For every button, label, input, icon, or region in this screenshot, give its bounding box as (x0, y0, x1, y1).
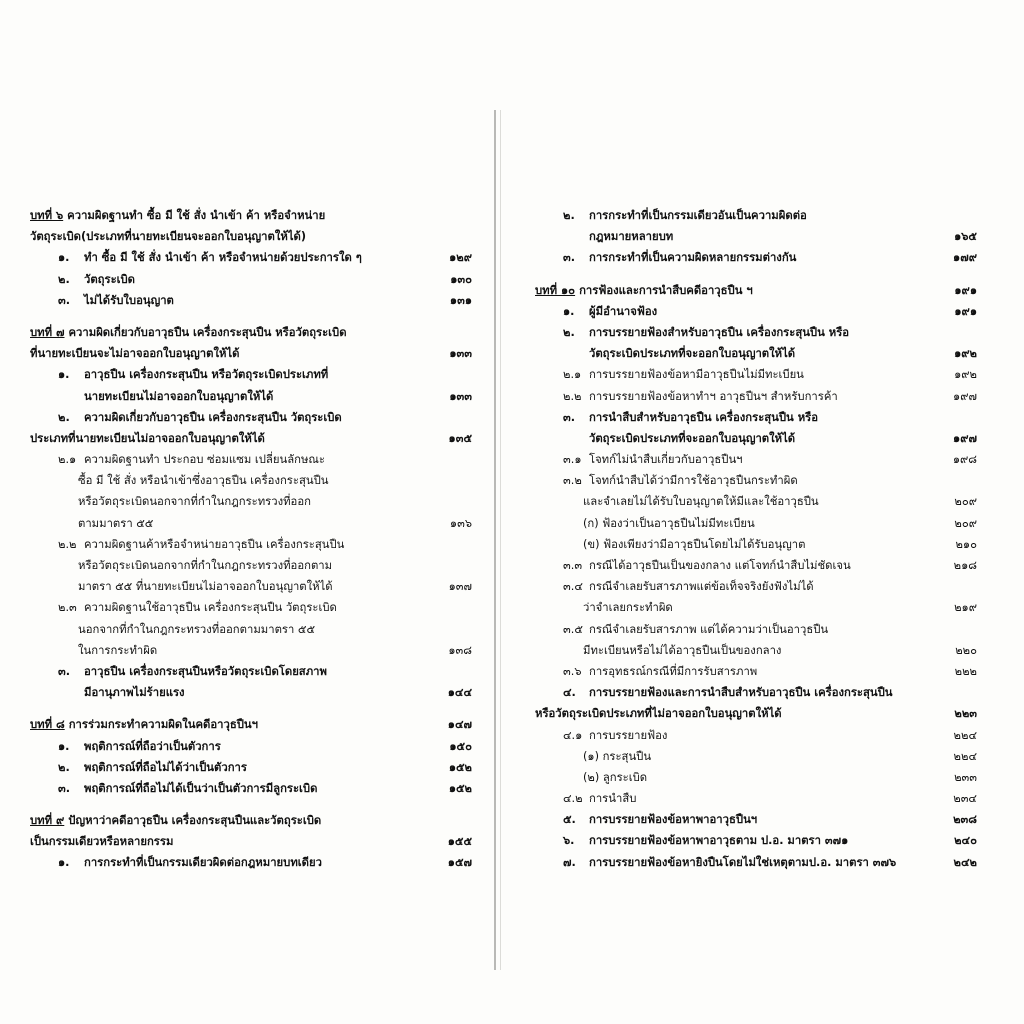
toc-entry (30, 640, 472, 661)
entry-title: โจทก์ไม่นำสืบเกี่ยวกับอาวุธปืนฯ (589, 453, 743, 467)
page-number: ๑๖๕ (954, 230, 977, 244)
toc-entry (535, 280, 977, 301)
entry-title: (๒) ลูกระเบิด (583, 770, 648, 784)
page-number: ๑๔๔ (447, 686, 472, 700)
toc-entry (30, 534, 472, 555)
toc-entry (535, 449, 977, 470)
entry-title: ความผิดฐานใช้อาวุธปืน เครื่องกระสุนปืน วัตถุระเบิด (84, 601, 337, 615)
toc-entry (30, 757, 472, 778)
entry-title: ซื้อ มี ใช้ สั่ง หรือนำเข้าซึ่งอาวุธปืน เครื่องกระสุนปืน (78, 474, 329, 488)
entry-title: ในการกระทำผิด (78, 643, 158, 657)
entry-number: ๓. (563, 251, 576, 265)
entry-title: พฤติการณ์ที่ถือว่าเป็นตัวการ (84, 739, 221, 753)
entry-title: การบรรยายฟ้องข้อหาพาอาวุธตาม ป.อ. มาตรา ๓๗๑ (589, 834, 849, 848)
toc-entry (30, 343, 472, 364)
entry-title: อาวุธปืน เครื่องกระสุนปืนหรือวัตถุระเบิดโดยสภาพ (84, 664, 327, 678)
toc-entry (30, 810, 472, 831)
entry-title: ผู้มีอำนาจฟ้อง (589, 304, 658, 318)
page-number: ๒๒๔ (953, 749, 977, 763)
page-number: ๑๔๗ (447, 718, 472, 732)
toc-entry (30, 364, 472, 385)
entry-title: การบรรยายฟ้องข้อหายิงปืนโดยไม่ใช่เหตุตามป.อ. มาตรา ๓๗๖ (589, 855, 897, 869)
book-spine (494, 110, 496, 970)
entry-title: ประเภทที่นายทะเบียนไม่อาจออกใบอนุญาตให้ได้ (30, 431, 265, 445)
left-page-toc (30, 205, 472, 874)
entry-title: มีอานุภาพไม่ร้ายแรง (84, 686, 185, 700)
page-number: ๒๐๙ (954, 516, 977, 530)
entry-title: กรณีจำเลยรับสารภาพ แต่ได้ความว่าเป็นอาวุธปืน (589, 622, 829, 636)
toc-entry (30, 407, 472, 428)
entry-title: การฟ้องและการนำสืบคดีอาวุธปืน ฯ (579, 283, 753, 297)
entry-title: การอุทธรณ์กรณีที่มีการรับสารภาพ (589, 664, 758, 678)
entry-number: ๓.๕ (563, 622, 583, 636)
entry-title: อาวุธปืน เครื่องกระสุนปืน หรือวัตถุระเบิดประเภทที่ (84, 368, 329, 382)
entry-number: ๖. (563, 834, 575, 848)
entry-number: ๔.๑ (563, 728, 583, 742)
toc-entry (30, 269, 472, 290)
toc-entry (535, 301, 977, 322)
toc-entry (535, 491, 977, 512)
toc-entry (30, 226, 472, 247)
page-number: ๑๕๗ (447, 856, 472, 870)
entry-title: ที่นายทะเบียนจะไม่อาจออกใบอนุญาตให้ได้ (30, 347, 240, 361)
entry-number: ๓.๑ (563, 453, 582, 467)
entry-title: การบรรยายฟ้องข้อหามีอาวุธปืนไม่มีทะเบียน (589, 368, 804, 382)
toc-entry (30, 597, 472, 618)
entry-title: การกระทำที่เป็นกรรมเดียวอันเป็นความผิดต่อ (589, 209, 807, 222)
entry-title: กรณีจำเลยรับสารภาพแต่ข้อเท็จจริงยังฟังไม่ได้ (589, 580, 814, 594)
toc-entry (30, 778, 472, 799)
entry-number: ๓.๖ (563, 664, 582, 678)
page-number: ๑๓๘ (448, 643, 472, 657)
entry-title: ความผิดฐานทำ ซื้อ มี ใช้ สั่ง นำเข้า ค้า หรือจำหน่าย (67, 209, 326, 222)
toc-entry (535, 640, 977, 661)
entry-title: การกระทำที่เป็นความผิดหลายกรรมต่างกัน (589, 251, 797, 265)
page-number: ๒๒๔ (953, 728, 977, 742)
toc-entry (30, 247, 472, 268)
toc-entry (535, 852, 977, 873)
entry-title: มีทะเบียนหรือไม่ได้อาวุธปืนเป็นของกลาง (583, 643, 782, 657)
entry-title: ทำ ซื้อ มี ใช้ สั่ง นำเข้า ค้า หรือจำหน่ายด้วยประการใด ๆ (84, 251, 362, 265)
page-number: ๑๓๓ (449, 389, 472, 403)
page-number: ๑๓๑ (449, 293, 472, 307)
toc-entry (30, 555, 472, 576)
entry-title: การบรรยายฟ้องข้อหาพาอาวุธปืนฯ (589, 813, 758, 827)
toc-entry (535, 247, 977, 268)
entry-title: การบรรยายฟ้องและการนำสืบสำหรับอาวุธปืน เครื่องกระสุนปืน (589, 686, 893, 700)
toc-entry (535, 682, 977, 703)
entry-title: หรือวัตถุระเบิดประเภทที่ไม่อาจออกใบอนุญาตให้ได้ (535, 707, 782, 721)
entry-title: พฤติการณ์ที่ถือไม่ได้ว่าเป็นตัวการ (84, 760, 247, 774)
page-number: ๒๐๙ (954, 495, 977, 509)
toc-entry (535, 725, 977, 746)
toc-entry (535, 619, 977, 640)
page-number: ๒๔๐ (954, 834, 977, 848)
toc-entry (535, 597, 977, 618)
entry-number: ๒.๒ (563, 389, 582, 403)
page-number: ๑๕๕ (447, 835, 472, 849)
chapter-label: บทที่ ๘ (30, 718, 65, 732)
toc-entry (30, 322, 472, 343)
toc-entry (535, 746, 977, 767)
page-number: ๒๑๐ (955, 537, 977, 551)
toc-entry (535, 661, 977, 682)
toc-entry (535, 386, 977, 407)
page-number: ๒๔๒ (953, 855, 977, 869)
page-number: ๑๙๑ (954, 304, 977, 318)
entry-title: ความผิดเกี่ยวกับอาวุธปืน เครื่องกระสุนปืน หรือวัตถุระเบิด (68, 325, 347, 339)
entry-number: ๒. (563, 209, 575, 222)
entry-number: ๓.๓ (563, 559, 583, 572)
entry-number: ๒. (563, 325, 575, 339)
entry-title: การบรรยายฟ้อง (589, 728, 668, 742)
entry-number: ๒. (58, 410, 70, 424)
page-number: ๑๒๙ (449, 251, 472, 265)
page-number: ๑๕๒ (448, 760, 472, 774)
entry-number: ๓. (58, 664, 71, 678)
entry-title: ความผิดฐานค้าหรือจำหน่ายอาวุธปืน เครื่องกระสุนปืน (84, 537, 345, 551)
toc-entry (30, 386, 472, 407)
entry-title: ว่าจำเลยกระทำผิด (583, 601, 673, 615)
page-number: ๒๒๒ (954, 664, 977, 678)
entry-title: ปัญหาว่าคดีอาวุธปืน เครื่องกระสุนปืนและวัตถุระเบิด (68, 814, 322, 828)
entry-title: นายทะเบียนไม่อาจออกใบอนุญาตให้ได้ (84, 389, 274, 403)
entry-title: การนำสืบสำหรับอาวุธปืน เครื่องกระสุนปืน หรือ (589, 410, 819, 424)
entry-title: (๑) กระสุนปืน (583, 749, 652, 763)
toc-entry (30, 852, 472, 873)
toc-entry (30, 513, 472, 534)
toc-entry (30, 682, 472, 703)
toc-entry (535, 788, 977, 809)
page-number: ๑๕๒ (448, 781, 472, 795)
entry-title: พฤติการณ์ที่ถือไม่ได้เป็นว่าเป็นตัวการมีลูกระเบิด (84, 781, 318, 795)
entry-title: โจทก์นำสืบได้ว่ามีการใช้อาวุธปืนกระทำผิด (589, 474, 798, 488)
page-number: ๑๙๑ (954, 283, 977, 297)
toc-entry (535, 343, 977, 364)
toc-entry (535, 576, 977, 597)
right-page-toc (535, 205, 977, 873)
toc-entry (30, 290, 472, 311)
chapter-label: บทที่ ๑๐ (535, 283, 576, 297)
page-number: ๑๕๐ (449, 739, 472, 753)
entry-title: (ข) ฟ้องเพียงว่ามีอาวุธปืนโดยไม่ได้รับอนุญาต (583, 537, 806, 551)
entry-number: ๓. (58, 781, 71, 795)
entry-title: เป็นกรรมเดียวหรือหลายกรรม (30, 835, 174, 849)
page-number: ๒๓๔ (953, 792, 977, 806)
entry-title: (ก) ฟ้องว่าเป็นอาวุธปืนไม่มีทะเบียน (583, 516, 755, 530)
page-number: ๑๙๒ (954, 347, 977, 361)
toc-entry (535, 513, 977, 534)
entry-title: วัตถุระเบิดประเภทที่จะออกใบอนุญาตให้ได้ (589, 347, 796, 361)
entry-number: ๒.๑ (58, 453, 77, 467)
page-number: ๑๓๓ (449, 347, 472, 361)
entry-title: ตามมาตรา ๕๕ (78, 516, 154, 530)
entry-number: ๒.๓ (58, 601, 77, 615)
toc-entry (30, 661, 472, 682)
toc-entry (535, 534, 977, 555)
entry-title: วัตถุระเบิด (84, 272, 136, 286)
entry-title: ไม่ได้รับใบอนุญาต (84, 293, 174, 307)
toc-entry (535, 322, 977, 343)
entry-number: ๔. (563, 686, 576, 700)
page-number: ๒๓๓ (954, 770, 977, 784)
entry-title: การร่วมกระทำความผิดในคดีอาวุธปืนฯ (68, 718, 258, 732)
toc-entry (535, 809, 977, 830)
toc-entry (30, 576, 472, 597)
page-number: ๑๙๒ (954, 368, 977, 382)
entry-number: ๑. (58, 251, 70, 265)
entry-title: ความผิดเกี่ยวกับอาวุธปืน เครื่องกระสุนปืน วัตถุระเบิด (84, 410, 342, 424)
entry-number: ๑. (58, 739, 70, 753)
entry-title: กฎหมายหลายบท (589, 230, 674, 244)
entry-title: การกระทำที่เป็นกรรมเดียวผิดต่อกฎหมายบทเดียว (84, 856, 322, 870)
page-number: ๑๙๗ (953, 389, 977, 403)
entry-number: ๑. (58, 368, 70, 382)
entry-number: ๒. (58, 272, 70, 286)
entry-number: ๕. (563, 813, 576, 827)
entry-title: และจำเลยไม่ได้รับใบอนุญาตให้มีและใช้อาวุธปืน (583, 495, 819, 509)
toc-entry (535, 407, 977, 428)
entry-title: หรือวัตถุระเบิดนอกจากที่กำในกฎกระทรวงที่ออก (78, 495, 311, 509)
toc-entry (535, 767, 977, 788)
entry-title: วัตถุระเบิดประเภทที่จะออกใบอนุญาตให้ได้ (589, 431, 796, 445)
toc-entry (30, 736, 472, 757)
toc-entry (30, 714, 472, 735)
toc-entry (30, 470, 472, 491)
toc-entry (535, 830, 977, 851)
entry-number: ๒.๒ (58, 537, 77, 551)
page-number: ๒๒๓ (954, 707, 977, 721)
toc-entry (30, 619, 472, 640)
entry-number: ๒. (58, 760, 70, 774)
toc-entry (30, 428, 472, 449)
entry-number: ๑. (58, 856, 70, 870)
chapter-label: บทที่ ๖ (30, 209, 64, 222)
entry-number: ๒.๑ (563, 368, 582, 382)
entry-number: ๑. (563, 304, 575, 318)
entry-title: ความผิดฐานทำ ประกอบ ซ่อมแซม เปลี่ยนลักษณะ (84, 453, 325, 467)
page-number: ๑๙๗ (953, 431, 977, 445)
entry-number: ๓.๒ (563, 474, 582, 488)
entry-number: ๔.๒ (563, 792, 583, 806)
chapter-label: บทที่ ๙ (30, 814, 65, 828)
entry-title: วัตถุระเบิด(ประเภทที่นายทะเบียนจะออกใบอนุญาตให้ได้) (30, 230, 307, 244)
page-number: ๒๑๙ (954, 601, 977, 615)
page-number: ๑๓๗ (448, 580, 472, 594)
entry-title: การบรรยายฟ้องข้อหาทำฯ อาวุธปืนฯ สำหรับการค้า (589, 389, 838, 403)
page-number: ๑๓๖ (449, 516, 472, 530)
toc-entry (535, 428, 977, 449)
toc-entry (30, 831, 472, 852)
book-spine-shadow (500, 110, 501, 970)
entry-title: หรือวัตถุระเบิดนอกจากที่กำในกฎกระทรวงที่ออกตาม (78, 559, 333, 572)
toc-entry (30, 449, 472, 470)
toc-entry (30, 205, 472, 226)
toc-entry (535, 555, 977, 576)
toc-entry (30, 491, 472, 512)
entry-title: การนำสืบ (589, 792, 637, 806)
page-number: ๑๗๙ (953, 251, 977, 265)
entry-title: การบรรยายฟ้องสำหรับอาวุธปืน เครื่องกระสุนปืน หรือ (589, 325, 850, 339)
toc-entry (535, 703, 977, 724)
toc-entry (535, 226, 977, 247)
page-number: ๒๑๘ (953, 559, 977, 572)
entry-number: ๓.๔ (563, 580, 583, 594)
page-number: ๑๙๘ (952, 453, 977, 467)
entry-number: ๓. (563, 410, 576, 424)
toc-entry (535, 364, 977, 385)
toc-entry (535, 470, 977, 491)
page-number: ๑๓๐ (450, 272, 472, 286)
toc-entry (535, 205, 977, 226)
entry-number: ๗. (563, 855, 576, 869)
entry-title: กรณีได้อาวุธปืนเป็นของกลาง แต่โจทก์นำสืบไม่ชัดเจน (589, 559, 851, 572)
page-number: ๑๓๕ (448, 431, 472, 445)
page-number: ๒๒๐ (955, 643, 977, 657)
entry-title: มาตรา ๕๕ ที่นายทะเบียนไม่อาจออกใบอนุญาตให้ได้ (78, 580, 333, 594)
entry-number: ๓. (58, 293, 71, 307)
entry-title: นอกจากที่กำในกฎกระทรวงที่ออกตามมาตรา ๕๕ (78, 622, 316, 636)
chapter-label: บทที่ ๗ (30, 325, 65, 339)
page-number: ๒๓๘ (953, 813, 977, 827)
